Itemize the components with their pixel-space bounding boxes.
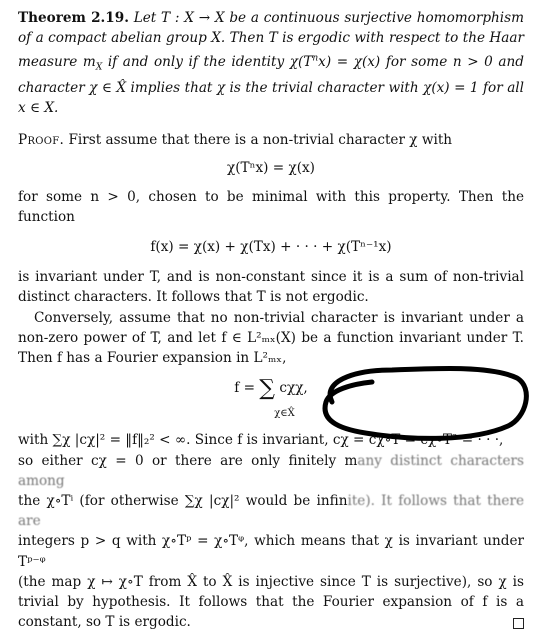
- proof-paragraph-2: for some n > 0, chosen to be minimal with this property. Then the function: [18, 188, 524, 225]
- theorem-statement: [18, 8, 524, 118]
- equation-3: f = ∑ cχχ, χ∈X̂: [234, 375, 308, 420]
- equation-2: f(x) = χ(x) + χ(Tx) + · · · + χ(Tⁿ⁻¹x): [150, 239, 392, 256]
- proof-line-7: the χ∘Tⁱ (for otherwise ∑χ |cχ|² would be infinite). It follows that there are: [18, 492, 524, 530]
- proof-paragraph-4: Conversely, assume that no non-trivial character is invariant under a non-zero power of T, and let f ∈ L²ₘₓ(X) be a function invariant under T. Then f has a Fourier expansion in L²ₘₓ,: [18, 309, 524, 367]
- qed-box: [513, 618, 524, 629]
- theorem-body: Let T : X → X be a continuous surjective homomorphism of a compact abelian group X. Then T is ergodic with respect to the Haar measure $m_X$ if and only if the identity $\chi(T^nx) = \chi(x)$ for some n > 0 and character χ ∈ X̂ implies that χ is the trivial character with χ(x) = 1 for all x ∈ X.: [18, 10, 525, 117]
- proof-line-8: integers p > q with χ∘Tᵖ = χ∘Tᵠ, which means that χ is invariant under Tᵖ⁻ᵠ: [18, 533, 524, 570]
- equation-1: χ(Tⁿx) = χ(x): [226, 160, 315, 177]
- proof-line-9: (the map χ ↦ χ∘T from X̂ to X̂ is injective since T is surjective), so χ is trivial by hypothesis. It follows that the Fourier expansion of f is a constant, so T is ergodic.: [18, 573, 524, 631]
- proof-line-6: so either cχ = 0 or there are only finitely many distinct characters among: [18, 452, 525, 489]
- page: [18, 8, 524, 632]
- proof-paragraph-5: with ∑χ |cχ|² = ‖f‖₂² < ∞. Since f is invariant, cχ = cχ∘T = cχ∘T² = · · ·,: [18, 432, 504, 449]
- proof-paragraph-1: Proof. First assume that there is a non-trivial character χ with: [18, 132, 453, 149]
- proof-paragraph-3: is invariant under T, and is non-constant since it is a sum of non-trivial distinct characters. It follows that T is not ergodic.: [18, 269, 524, 306]
- theorem-label: Theorem 2.19.: [18, 10, 129, 26]
- proof-label: Proof.: [18, 132, 65, 149]
